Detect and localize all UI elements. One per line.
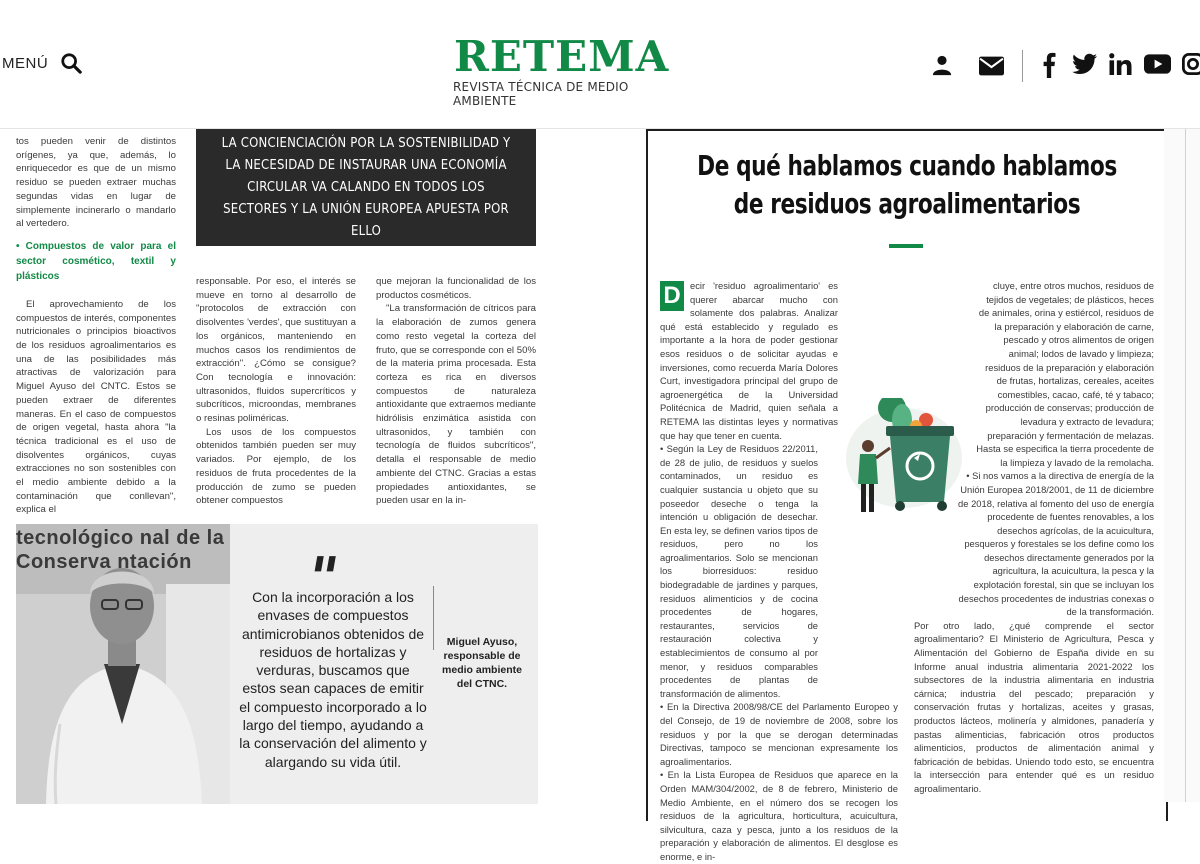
body-text: • En la Directiva 2008/98/CE del Parlamento Europeo y del Consejo, de 19 de noviembre de 2008, sobre los residuos y por la que se derogan determinadas Directivas, tampoco se mencionan expresamente los agroalimentarios. (660, 701, 898, 767)
twitter-icon[interactable] (1072, 53, 1097, 75)
youtube-icon[interactable] (1144, 54, 1171, 74)
pull-quote-box (196, 129, 536, 246)
photo-sign-text: tecnológico nal de la Conserva ntación (16, 527, 225, 573)
header-divider (1022, 50, 1023, 82)
menu-label: MENÚ (2, 54, 49, 72)
quote-author: Miguel Ayuso, responsable de medio ambiente del CTNC. (442, 636, 522, 690)
drop-cap: D (660, 281, 684, 311)
left-column-3 (376, 275, 536, 508)
body-text: • En la Lista Europea de Residuos que aparece en la Orden MAM/304/2002, de 8 de febrero, Ministerio de Medio Ambiente, en el número dos se recogen los residuos de la agricultura, horticultura, acuicultura, silvicultura, caza y pesca, junto a los residuos de la preparación y elaboración de alimentos. El desglose es enorme, e in- (660, 769, 898, 862)
page-edge-line (1185, 129, 1186, 802)
quote-text: Con la incorporación a los envases de compuestos antimicrobianos obtenidos de residuos de hortalizas y verduras, buscamos que estos sean capaces de emitir el compuesto incorporado a lo largo del tiempo, ayudando a la conservación del alimento y alargando su vida útil. (239, 589, 427, 770)
body-text: "La transformación de cítricos para la elaboración de zumos genera como resto vegetal la corteza del fruto, que se corresponde con el 50% de la materia prima procesada. Esta corteza es rica en diversos compuestos de naturaleza antioxidante que extraemos mediante hidrólisis enzimática asistida con ultrasonidos, y también con tecnología de fluidos subcríticos", detalla el responsable de medio ambiente del CTNC. Gracias a estas propiedades antioxidantes, se pueden usar en la in- (376, 303, 536, 507)
article-title: De qué hablamos cuando hablamos de residuos agroalimentarios (697, 149, 1117, 220)
right-column-1 (660, 279, 898, 864)
logo-subtitle: REVISTA TÉCNICA DE MEDIO AMBIENTE (453, 80, 629, 108)
body-text: ecir 'residuo agroalimentario' es querer abarcar mucho con solamente dos palabras. Analizar qué está establecido y regulado es importante a la hora de poder gestionar esos residuos o de solicitar ayudas e inversiones, como recuerda María Dolores Curt, investigadora principal del grupo de agroenergética de la Universidad Politécnica de Madrid, quien señala a RETEMA las distintas leyes y normativas que hay que tener en cuenta. (660, 280, 838, 441)
user-icon[interactable] (930, 54, 954, 76)
facebook-icon[interactable] (1041, 52, 1057, 78)
site-header (0, 0, 1200, 129)
body-text: Los usos de los compuestos obtenidos también pueden ser muy variados. Por ejemplo, de los residuos de fruta procedentes de la producción de zumo se pueden obtener compuestos (196, 426, 356, 507)
logo-title: RETEMA (454, 32, 670, 81)
title-accent-rule (889, 244, 923, 248)
mail-icon[interactable] (979, 56, 1004, 76)
menu-button[interactable] (2, 52, 82, 74)
search-icon[interactable] (60, 52, 82, 74)
right-magazine-page (646, 129, 1168, 862)
body-text: responsable. Por eso, el interés se mueve en torno al desarrollo de "protocolos de extracción con disolventes 'verdes', que sustituyan a los orgánicos, manteniendo en muchos casos los rendimientos de extracción". ¿Cómo se consigue? Con tecnología e innovación: ultrasonidos, fluidos supercríticos y subcríticos, microondas, membranes o resinas poliméricas. (196, 276, 356, 425)
left-column-2 (196, 275, 356, 508)
instagram-icon[interactable] (1182, 53, 1200, 75)
right-column-2 (914, 279, 1154, 796)
quote-divider (433, 586, 434, 650)
site-logo[interactable] (453, 32, 693, 108)
body-text: cluye, entre otros muchos, residuos de tejidos de vegetales; de plásticos, heces de animales, orina y estiércol, residuos de la preparación y elaboración de carne, pescado y otros alimentos de origen animal; lodos de lavado y limpieza; residuos de la preparación y elaboración de frutas, hortalizas, cereales, aceites comestibles, cacao, café, té y tabaco; producción de conservas; producción de levadura y extracto de levadura; preparación y fermentación de melazas. Hasta se especifica la tierra procedente de la limpieza y lavado de la remolacha. (976, 280, 1154, 468)
section-subheading: • Compuestos de valor para el sector cosmético, textil y plásticos (16, 240, 176, 282)
body-text: • Si nos vamos a la directiva de energía de la Unión Europea 2018/2001, de 11 de diciembre de 2018, relativa al fomento del uso de energía procedente de fuentes renovables, a los desechos agrícolas, de la acuicultura, pesqueros y forestales se los define como los desechos directamente generados por la agricultura, la acuicultura, la pesca y la explotación forestal, sin que se incluyan los desechos procedentes de industrias conexas o de la transformación. (958, 470, 1154, 618)
linkedin-icon[interactable] (1109, 53, 1132, 75)
pull-quote-text: LA CONCIENCIACIÓN POR LA SOSTENIBILIDAD Y LA NECESIDAD DE INSTAURAR UNA ECONOMÍA CIRCULAR VA CALANDO EN TODOS LOS SECTORES Y LA UNIÓN EUROPEA APUESTA POR ELLO (221, 135, 511, 239)
body-text: Por otro lado, ¿qué comprende el sector agroalimentario? El Ministerio de Agricultura, Pesca y Alimentación del Gobierno de España divide en su Informe anual industria alimentaria 2021-2022 los subsectores de la industria alimentaria en industria cárnica; industria del pescado; preparación y conservación frutas y hortalizas, aceites y grasas, productos lácteos, molinería y almidones, panadería y pastas alimenticias, fabricación otros productos alimenticios, productos de alimentación animal y fabricación de bebidas. Uniendo todo esto, se encuentra la intersección para entender qué es un residuo agroalimentario. (914, 619, 1154, 794)
interviewee-photo (16, 524, 230, 804)
left-magazine-page (0, 129, 640, 802)
quote-mark-icon: " (302, 546, 343, 611)
body-text: • Según la Ley de Residuos 22/2011, de 28 de julio, de residuos y suelos contaminados, un residuo es cualquier sustancia u objeto que su poseedor deseche o tenga la intención u obligación de desechar. En esta ley, se definen varios tipos de residuos, pero no los agroalimentarios. Solo se mencionan los biorresiduos: residuo biodegradable de jardines y parques, residuos alimenticios y de cocina procedentes de hogares, restaurantes, servicios de restauración colectiva y establecimientos de consumo al por menor, y residuos comparables procedentes de plantas de transformación de alimentos. (660, 443, 818, 699)
next-page-edge (1164, 129, 1200, 802)
waste-bin-illustration (844, 398, 994, 520)
body-text: tos pueden venir de distintos orígenes, ya que, además, lo enriquecedor es que de un mismo residuo se pueden extraer muchas segundas vidas en lugar de simplemente incinerarlo o mandarlo al vertedero. (16, 136, 176, 230)
interview-quote-box (230, 524, 538, 804)
left-column-1 (16, 135, 176, 517)
body-text: El aprovechamiento de los compuestos de interés, componentes nutricionales o principios bioactivos de los residuos agroalimentarios es una de las posibilidades más atractivas de valorización para Miguel Ayuso del CNTC. Estos se pueden extraer de diferentes maneras. En el caso de compuestos de origen vegetal, hasta ahora "la técnica tradicional es el uso de disolventes orgánicos, cuyas extracciones no son sostenibles con el medio ambiente debido a la contaminación que conllevan", explica el (16, 298, 176, 516)
body-text: que mejoran la funcionalidad de los productos cosméticos. (376, 276, 536, 301)
